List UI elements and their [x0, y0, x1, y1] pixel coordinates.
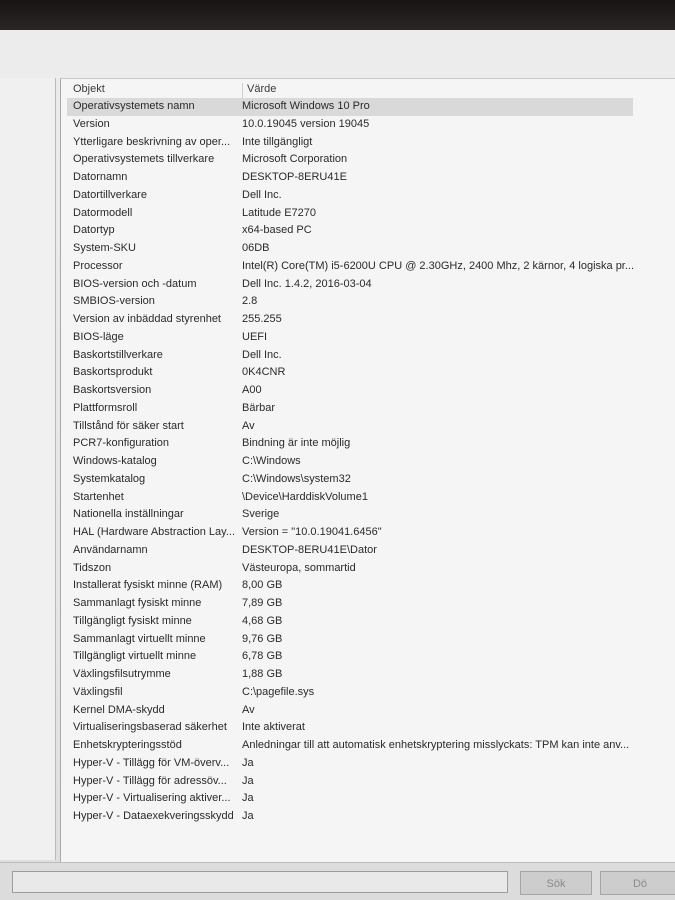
table-row[interactable] [67, 276, 675, 294]
row-key: Baskortsversion [73, 384, 152, 396]
table-row[interactable] [67, 595, 675, 613]
row-value: Dell Inc. [242, 348, 282, 361]
row-key: Processor [73, 259, 123, 272]
row-value: Bindning är inte möjlig [242, 437, 351, 450]
row-key: Hyper-V - Virtualisering aktiver... [73, 792, 231, 805]
row-value: Anledningar till att automatisk enhetskryptering misslyckats: TPM kan inte anv... [242, 739, 630, 751]
table-row[interactable] [67, 755, 675, 773]
row-key: Tillgängligt fysiskt minne [73, 614, 192, 627]
row-key: Datortillverkare [73, 188, 147, 201]
row-key: Systemkatalog [73, 472, 146, 485]
table-row[interactable] [67, 293, 675, 311]
system-summary-list [60, 78, 675, 863]
table-row[interactable] [67, 719, 675, 737]
row-value: Ja [242, 810, 254, 822]
row-key: Datornamn [73, 171, 128, 183]
row-value: Av [242, 703, 255, 716]
row-key: Tidszon [73, 561, 112, 574]
column-header-object[interactable]: Objekt [73, 83, 105, 95]
table-row[interactable] [67, 364, 675, 382]
search-button[interactable]: Sök [520, 871, 592, 895]
table-row[interactable] [67, 808, 675, 826]
list-header [67, 81, 675, 98]
table-row[interactable] [67, 329, 675, 347]
row-value: UEFI [242, 330, 268, 343]
table-row[interactable] [67, 116, 675, 134]
row-value: 9,76 GB [242, 632, 283, 645]
row-value: Inte tillgängligt [242, 135, 313, 148]
row-key: Växlingsfil [73, 685, 123, 698]
row-key: Datormodell [73, 206, 133, 219]
row-key: Hyper-V - Dataexekveringsskydd [73, 810, 234, 822]
row-key: Ytterligare beskrivning av oper... [73, 135, 231, 148]
table-row[interactable] [67, 577, 675, 595]
row-key: Operativsystemets namn [73, 100, 195, 112]
row-key: Enhetskrypteringsstöd [73, 739, 182, 751]
monitor-bezel [0, 0, 675, 30]
row-value: \Device\HarddiskVolume1 [242, 490, 368, 503]
row-value: 7,89 GB [242, 597, 283, 609]
row-key: Nationella inställningar [73, 508, 184, 521]
table-row[interactable] [67, 613, 675, 631]
table-row[interactable] [67, 684, 675, 702]
row-key: PCR7-konfiguration [73, 437, 169, 450]
row-value: C:\pagefile.sys [242, 685, 315, 698]
row-key: HAL (Hardware Abstraction Lay... [73, 526, 236, 538]
row-value: DESKTOP-8ERU41E [242, 171, 347, 183]
row-key: SMBIOS-version [73, 295, 155, 308]
row-value: 255.255 [242, 313, 282, 325]
system-information-window [0, 30, 675, 900]
row-value: Intel(R) Core(TM) i5-6200U CPU @ 2.30GHz, 2400 Mhz, 2 kärnor, 4 logiska pr... [242, 259, 635, 272]
row-value: 6,78 GB [242, 650, 283, 663]
row-value: Sverige [242, 508, 280, 521]
row-key: Plattformsroll [73, 401, 138, 414]
row-key: Operativsystemets tillverkare [73, 153, 215, 166]
row-key: Sammanlagt fysiskt minne [73, 597, 202, 609]
row-value: Inte aktiverat [242, 721, 305, 734]
row-value: Version = "10.0.19041.6456" [242, 526, 382, 538]
table-row[interactable] [67, 631, 675, 649]
table-row[interactable] [67, 400, 675, 418]
table-row[interactable] [67, 240, 675, 258]
row-key: Tillgängligt virtuellt minne [73, 650, 197, 663]
row-key: BIOS-version och -datum [73, 277, 197, 290]
row-key: Startenhet [73, 490, 124, 503]
table-row[interactable] [67, 258, 675, 276]
table-row[interactable] [67, 205, 675, 223]
table-row[interactable] [67, 790, 675, 808]
row-value: Latitude E7270 [242, 206, 317, 219]
row-value: C:\Windows\system32 [242, 472, 351, 485]
row-value: 4,68 GB [242, 614, 283, 627]
table-row[interactable] [67, 542, 675, 560]
row-key: Datortyp [73, 224, 115, 237]
row-key: Virtualiseringsbaserad säkerhet [73, 721, 227, 734]
row-value: Microsoft Corporation [242, 153, 348, 166]
table-row[interactable] [67, 418, 675, 436]
table-row[interactable] [67, 169, 675, 187]
table-row[interactable] [67, 134, 675, 152]
row-value: DESKTOP-8ERU41E\Dator [242, 543, 377, 556]
row-key: Växlingsfilsutrymme [73, 668, 171, 680]
list-rows [67, 98, 675, 826]
table-row[interactable] [67, 560, 675, 578]
row-value: A00 [242, 384, 262, 396]
row-value: Ja [242, 774, 254, 787]
category-tree-pane[interactable] [0, 78, 56, 860]
row-value: Microsoft Windows 10 Pro [242, 100, 370, 112]
table-row[interactable] [67, 347, 675, 365]
table-row[interactable] [67, 666, 675, 684]
table-row[interactable] [67, 98, 633, 116]
row-key: Version [73, 117, 110, 130]
row-value: x64-based PC [242, 224, 312, 237]
table-row[interactable] [67, 489, 675, 507]
row-key: Version av inbäddad styrenhet [73, 313, 221, 325]
row-value: Dell Inc. [242, 188, 282, 201]
table-row[interactable] [67, 435, 675, 453]
table-row[interactable] [67, 187, 675, 205]
row-key: Windows-katalog [73, 455, 157, 467]
close-find-button[interactable]: Dö [600, 871, 675, 895]
row-value: Ja [242, 756, 254, 769]
row-value: Västeuropa, sommartid [242, 561, 356, 574]
row-value: Av [242, 419, 255, 432]
table-row[interactable] [67, 453, 675, 471]
row-value: 1,88 GB [242, 668, 283, 680]
row-key: Sammanlagt virtuellt minne [73, 632, 206, 645]
row-key: Användarnamn [73, 543, 148, 556]
row-value: Bärbar [242, 401, 276, 414]
table-row[interactable] [67, 382, 675, 400]
row-value: Dell Inc. 1.4.2, 2016-03-04 [242, 277, 372, 290]
row-value: 06DB [242, 242, 270, 254]
table-row[interactable] [67, 151, 675, 169]
row-key: System-SKU [73, 242, 136, 254]
table-row[interactable] [67, 222, 675, 240]
row-value: 2.8 [242, 295, 258, 308]
table-row[interactable] [67, 471, 675, 489]
table-row[interactable] [67, 648, 675, 666]
search-bar [0, 862, 675, 900]
row-key: Hyper-V - Tillägg för VM-överv... [73, 756, 230, 769]
row-key: Baskortsprodukt [73, 366, 153, 379]
row-value: 0K4CNR [242, 366, 286, 379]
row-value: 10.0.19045 version 19045 [242, 117, 370, 130]
row-value: 8,00 GB [242, 579, 283, 592]
table-row[interactable] [67, 773, 675, 791]
row-key: BIOS-läge [73, 330, 124, 343]
column-header-value[interactable]: Värde [242, 83, 276, 100]
table-row[interactable] [67, 311, 675, 329]
row-key: Hyper-V - Tillägg för adressöv... [73, 774, 227, 787]
row-key: Installerat fysiskt minne (RAM) [73, 579, 223, 592]
table-row[interactable] [67, 506, 675, 524]
row-key: Kernel DMA-skydd [73, 703, 165, 716]
search-input[interactable] [12, 871, 508, 893]
row-key: Baskortstillverkare [73, 348, 163, 361]
row-key: Tillstånd för säker start [73, 419, 184, 432]
row-value: C:\Windows [242, 455, 301, 467]
row-value: Ja [242, 792, 254, 805]
table-row[interactable] [67, 702, 675, 720]
table-row[interactable] [67, 524, 675, 542]
table-row[interactable] [67, 737, 675, 755]
